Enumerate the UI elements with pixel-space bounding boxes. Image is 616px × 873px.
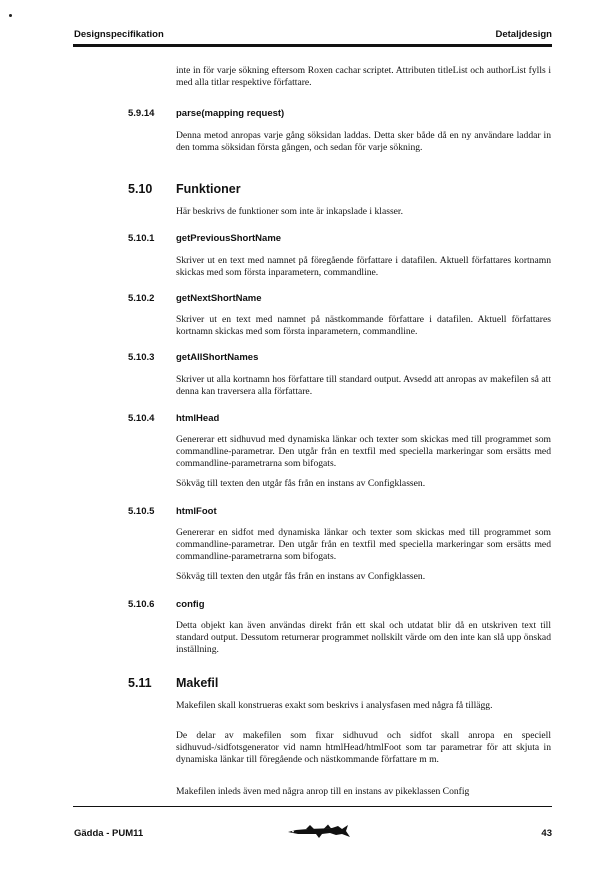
paragraph: inte in för varje sökning eftersom Roxen cachar scriptet. Attributen titleList och authorList fylls i med alla titlar respektive författare.: [176, 65, 551, 89]
paragraph: Sökväg till texten den utgår fås från en instans av Configklassen.: [176, 478, 426, 489]
section-number: 5.11: [128, 676, 152, 690]
subsection-number: 5.10.2: [128, 293, 155, 304]
subsection-title: getNextShortName: [176, 293, 262, 304]
paragraph: De delar av makefilen som fixar sidhuvud och sidfot skall anropa en speciell sidhuvud-/sidfotsgenerator vid namn htmlHead/htmlFoot som tar parametrar för att skjuta in dynamiska länkar till föregående och nästkommande författare m m.: [176, 730, 551, 766]
subsection-number: 5.10.4: [128, 413, 155, 424]
paragraph: Skriver ut alla kortnamn hos författare till standard output. Avsedd att anropas av makefilen så att denna kan traversera alla författare.: [176, 374, 551, 398]
footer-rule: [73, 806, 552, 807]
subsection-number: 5.10.5: [128, 506, 155, 517]
header-right: Detaljdesign: [495, 29, 552, 40]
paragraph: Detta objekt kan även användas direkt från ett skal och utdatat blir då en utskriven text till standard output. Dessutom returnerar programmet nollskilt värde om den inte kan slå upp önskad inställning.: [176, 620, 551, 656]
subsection-title: htmlFoot: [176, 506, 217, 517]
paragraph: Skriver ut en text med namnet på föregående författare i datafilen. Aktuell författares kortnamn skickas med som första inparametern, commandline.: [176, 255, 551, 279]
section-title: Makefil: [176, 676, 219, 690]
footer-left: Gädda - PUM11: [74, 828, 144, 839]
subsection-title: getPreviousShortName: [176, 233, 282, 244]
section-title: Funktioner: [176, 182, 241, 196]
subsection-number: 5.10.3: [128, 352, 155, 363]
page-mark: [9, 14, 12, 17]
paragraph: Skriver ut en text med namnet på nästkommande författare i datafilen. Aktuell författares kortnamn skickas med som första inparametern, commandline.: [176, 314, 551, 338]
paragraph: Sökväg till texten den utgår fås från en instans av Configklassen.: [176, 571, 426, 582]
paragraph: Makefilen skall konstrueras exakt som beskrivs i analysfasen med några få tillägg.: [176, 700, 493, 711]
header-rule: [73, 44, 552, 47]
section-number: 5.10: [128, 182, 153, 196]
subsection-title: config: [176, 599, 205, 610]
pike-fish-logo-icon: [286, 822, 352, 840]
subsection-number: 5.10.1: [128, 233, 155, 244]
subsection-title: getAllShortNames: [176, 352, 259, 363]
subsection-number: 5.10.6: [128, 599, 155, 610]
paragraph: Denna metod anropas varje gång söksidan laddas. Detta sker både då en ny användare laddar in den tomma söksidan första gången, och sedan för varje sökning.: [176, 130, 551, 154]
subsection-number: 5.9.14: [128, 108, 155, 119]
paragraph: Makefilen inleds även med några anrop till en instans av pikeklassen Config: [176, 786, 470, 797]
subsection-title: parse(mapping request): [176, 108, 285, 119]
paragraph: Här beskrivs de funktioner som inte är inkapslade i klasser.: [176, 206, 403, 217]
header-left: Designspecifikation: [74, 29, 164, 40]
page-number: 43: [541, 828, 552, 839]
paragraph: Genererar en sidfot med dynamiska länkar och texter som skickas med till programmet som commandline-parametrar. Den utgår från en textfil med speciella markeringar som ersätts med commandline-parametrarna som bifogats.: [176, 527, 551, 563]
subsection-title: htmlHead: [176, 413, 220, 424]
paragraph: Genererar ett sidhuvud med dynamiska länkar och texter som skickas med till programmet som commandline-parametrar. Den utgår från en textfil med speciella markeringar som ersätts med commandline-parametrarna som bifogats.: [176, 434, 551, 470]
